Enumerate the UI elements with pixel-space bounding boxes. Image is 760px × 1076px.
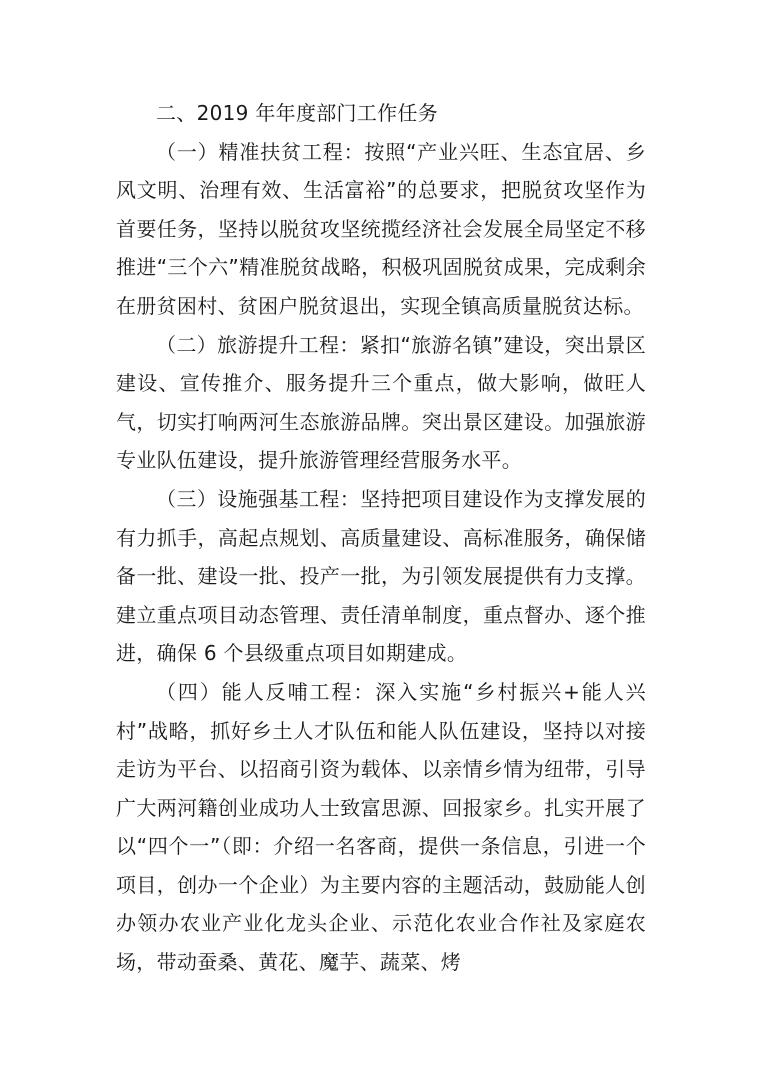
paragraph-poverty-alleviation: （一）精准扶贫工程：按照“产业兴旺、生态宜居、乡风文明、治理有效、生活富裕”的总要求，把脱贫攻坚作为首要任务，坚持以脱贫攻坚统揽经济社会发展全局坚定不移推进“三个六”精准脱贫战略，积极巩固脱贫成果，完成剩余在册贫困村、贫困户脱贫退出，实现全镇高质量脱贫达标。 (116, 139, 646, 318)
section-heading: 二、2019 年年度部门工作任务 (156, 101, 439, 125)
document-body (116, 94, 646, 982)
paragraph-tourism: （二）旅游提升工程：紧扣“旅游名镇”建设，突出景区建设、宣传推介、服务提升三个重点，做大影响，做旺人气，切实打响两河生态旅游品牌。突出景区建设。加强旅游专业队伍建设，提升旅游管理经营服务水平。 (116, 332, 646, 473)
paragraph-talent-return: （四）能人反哺工程：深入实施“乡村振兴+能人兴村”战略，抓好乡土人才队伍和能人队伍建设，坚持以对接走访为平台、以招商引资为载体、以亲情乡情为纽带，引导广大两河籍创业成功人士致富思源、回报家乡。扎实开展了以“四个一”（即：介绍一名客商，提供一条信息，引进一个项目，创办一个企业）为主要内容的主题活动，鼓励能人创办领办农业产业化龙头企业、示范化农业合作社及家庭农场，带动蚕桑、黄花、魔芋、蔬菜、烤 (116, 679, 646, 975)
paragraph-infrastructure: （三）设施强基工程：坚持把项目建设作为支撑发展的有力抓手，高起点规划、高质量建设、高标准服务，确保储备一批、建设一批、投产一批，为引领发展提供有力支撑。建立重点项目动态管理、责任清单制度，重点督办、逐个推进，确保 6 个县级重点项目如期建成。 (116, 486, 646, 666)
